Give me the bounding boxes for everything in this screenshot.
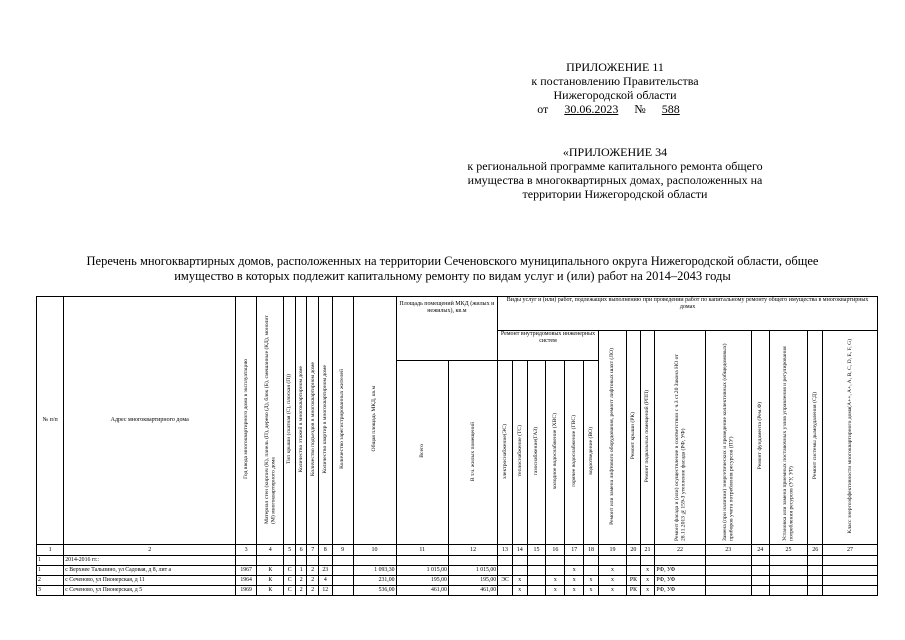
cell-address: с Сеченово, ул Пионерская, д 5	[64, 586, 236, 596]
cell-vo: x	[584, 586, 599, 596]
appendix-11-line3: Нижегородской области	[553, 88, 677, 102]
col-ts-header: теплоснабжение (ТС)	[516, 425, 523, 477]
col-hvs-header: холодное водоснабжение (ХВС)	[552, 412, 559, 490]
col-facade-header: Ремонт фасада и (или) осуществление в соответствии с ч.3 ст.20 Закона НО от 28.11.2013 №159-З утепление фасада (РФ, УФ)	[673, 354, 687, 541]
cell-address: с Сеченово, ул Пионерская, д 11	[64, 576, 236, 586]
col-basement-header: Ремонт подвальных помещений (РПП)	[644, 389, 651, 483]
cell-ts: x	[512, 576, 527, 586]
col-works-header: Виды услуг и (или) работ, подлежащих выполнению при проведении работ по капитальному ремонту общего имущества в многоквартирных домах	[498, 297, 878, 331]
cell-area-living: 461,00	[448, 586, 497, 596]
col-lift-header: Ремонт или замена лифтового оборудования, ремонт лифтовых шахт (ЛО)	[609, 347, 616, 525]
column-number-cell: 15	[527, 545, 546, 556]
column-number-cell: 23	[705, 545, 751, 556]
cell-registered	[332, 576, 353, 586]
col-meters-header: Замена (при наличии) энергетических и проведение коллективных (общедомовых) приборов учета потребления ресурсов (ПУ)	[721, 343, 735, 541]
cell-roof: С	[284, 566, 296, 576]
column-number-cell: 11	[396, 545, 448, 556]
column-number-cell: 21	[640, 545, 655, 556]
cell-hvs: x	[546, 576, 565, 586]
cell-gvs: x	[565, 576, 584, 586]
period-label: 2014-2016 гг.:	[64, 556, 236, 566]
cell-gs	[527, 576, 546, 586]
column-number-cell: 27	[823, 545, 878, 556]
cell-entrances: 2	[307, 586, 319, 596]
column-number-cell: 6	[295, 545, 307, 556]
column-number-cell: 9	[332, 545, 353, 556]
cell-meters	[705, 576, 751, 586]
cell-year: 1967	[236, 566, 257, 576]
cell-wall: К	[257, 576, 284, 586]
cell-entrances: 2	[307, 566, 319, 576]
table-row	[37, 576, 878, 586]
table-row	[37, 566, 878, 576]
cell-foundation	[751, 576, 769, 586]
table-row	[37, 586, 878, 596]
col-vo-header: водоотведение (ВО)	[587, 427, 594, 475]
appendix-11-header	[470, 60, 760, 116]
col-address-header: Адрес многоквартирного дома	[64, 297, 236, 545]
column-number-cell: 20	[627, 545, 641, 556]
period-num: 1	[37, 556, 64, 566]
cell-basement: x	[640, 566, 655, 576]
col-year-header: Год ввода многоквартирного дома в эксплуатацию	[242, 359, 249, 479]
cell-gvs: x	[565, 586, 584, 596]
col-wall-header: Материал стен (кирпич (К), панель (П), дерево (Д), блок (Б), смешанные (КД), монолит (М) многоквартирного дома	[263, 315, 277, 524]
appendix-34-header	[415, 145, 815, 201]
col-premises-area-header: Площадь помещений МКД (жилых и нежилых), кв.м	[396, 297, 498, 361]
col-entrances-header: Количество подъездов в многоквартирном доме	[309, 361, 316, 477]
column-number-cell: 5	[284, 545, 296, 556]
cell-wall: К	[257, 586, 284, 596]
cell-total-area: 231,00	[353, 576, 396, 586]
appendix-11-date-line	[470, 102, 760, 116]
cell-foundation	[751, 566, 769, 576]
cell-area-total: 195,00	[396, 576, 448, 586]
cell-gs	[527, 586, 546, 596]
cell-flats: 23	[318, 566, 332, 576]
cell-total-area: 1 093,30	[353, 566, 396, 576]
column-number-cell: 16	[546, 545, 565, 556]
column-number-cell: 19	[598, 545, 626, 556]
cell-roof-rep: РК	[627, 576, 641, 586]
column-number-cell: 10	[353, 545, 396, 556]
cell-total-area: 536,00	[353, 586, 396, 596]
cell-registered	[332, 566, 353, 576]
cell-n: 1	[37, 566, 64, 576]
cell-lift: x	[598, 586, 626, 596]
appendix-34-title: «ПРИЛОЖЕНИЕ 34	[562, 145, 668, 159]
col-smoke-header: Ремонт системы дымоудаления (СД)	[812, 392, 819, 480]
cell-facade: РФ, УФ	[655, 566, 705, 576]
column-number-cell: 14	[512, 545, 527, 556]
column-number-cell: 25	[769, 545, 808, 556]
cell-es	[498, 586, 513, 596]
cell-basement: x	[640, 586, 655, 596]
col-area-total-header: Всего	[419, 444, 426, 458]
cell-floors: 1	[295, 566, 307, 576]
cell-lift: x	[598, 576, 626, 586]
appendix-34-line4: территории Нижегородской области	[522, 187, 708, 201]
cell-nodes	[769, 566, 808, 576]
col-engineering-header: Ремонт внутридомовых инженерных систем	[498, 331, 599, 361]
houses-table	[36, 296, 878, 596]
column-number-cell: 13	[498, 545, 513, 556]
document-title	[40, 254, 865, 283]
column-number-cell: 7	[307, 545, 319, 556]
column-numbers-row	[37, 545, 878, 556]
appendix-11-title: ПРИЛОЖЕНИЕ 11	[566, 60, 664, 74]
col-area-living-header: В т.ч. жилых помещений	[469, 421, 476, 481]
column-number-cell: 18	[584, 545, 599, 556]
cell-basement: x	[640, 576, 655, 586]
title-line-1: Перечень многоквартирных домов, расположенных на территории Сеченовского муниципального округа Нижегородской области, общее	[86, 254, 819, 268]
col-num-header: № п/п	[37, 297, 64, 545]
cell-es: ЭС	[498, 576, 513, 586]
column-number-cell: 12	[448, 545, 497, 556]
period-row	[37, 556, 878, 566]
cell-nodes	[769, 576, 808, 586]
cell-facade: РФ, УФ	[655, 576, 705, 586]
column-number-cell: 22	[655, 545, 705, 556]
cell-meters	[705, 586, 751, 596]
cell-address: с Верхнее Талызино, ул Садовая, д 8, лит а	[64, 566, 236, 576]
cell-es	[498, 566, 513, 576]
appendix-11-line2: к постановлению Правительства	[531, 74, 699, 88]
cell-floors: 2	[295, 586, 307, 596]
cell-hvs: x	[546, 586, 565, 596]
cell-flats: 12	[318, 586, 332, 596]
cell-smoke	[808, 586, 823, 596]
cell-smoke	[808, 566, 823, 576]
cell-roof: С	[284, 576, 296, 586]
col-flats-header: Количество квартир в многоквартирном доме	[322, 364, 329, 474]
cell-hvs	[546, 566, 565, 576]
cell-flats: 4	[318, 576, 332, 586]
appendix-34-line3: имущества в многоквартирных домах, расположенных на	[467, 173, 763, 187]
column-number-cell: 1	[37, 545, 64, 556]
col-roof-repair-header: Ремонт крыши (РК)	[630, 412, 637, 460]
cell-floors: 2	[295, 576, 307, 586]
cell-registered	[332, 586, 353, 596]
cell-area-total: 1 015,00	[396, 566, 448, 576]
cell-energy	[823, 576, 878, 586]
col-gvs-header: горячее водоснабжение (ГВС)	[570, 415, 577, 487]
number-sign: №	[634, 102, 646, 116]
cell-n: 3	[37, 586, 64, 596]
cell-year: 1969	[236, 586, 257, 596]
cell-gvs: x	[565, 566, 584, 576]
appendix-34-line2: к региональной программе капитального ремонта общего	[467, 159, 763, 173]
cell-ts	[512, 566, 527, 576]
col-nodes-header: Установка или замена приемных поставочных узлов управления и регулирования потребления ресурсов (УУ, УР)	[782, 346, 795, 541]
cell-area-living: 1 015,00	[448, 566, 497, 576]
column-number-cell: 8	[318, 545, 332, 556]
cell-facade: РФ, УФ	[655, 586, 705, 596]
cell-roof: С	[284, 586, 296, 596]
column-number-cell: 3	[236, 545, 257, 556]
cell-energy	[823, 566, 878, 576]
col-es-header: электроснабжение(ЭС)	[501, 423, 508, 479]
decree-date: 30.06.2023	[564, 102, 619, 116]
col-gas-header: газоснабжение(ГАЗ)	[533, 426, 540, 476]
cell-nodes	[769, 586, 808, 596]
col-floors-header: Количество этажей в многоквартирном доме	[297, 365, 304, 473]
cell-roof-rep: РК	[627, 586, 641, 596]
date-prefix: от	[537, 102, 549, 116]
decree-number: 588	[661, 102, 680, 116]
cell-meters	[705, 566, 751, 576]
cell-entrances: 2	[307, 576, 319, 586]
column-number-cell: 17	[565, 545, 584, 556]
cell-ts: x	[512, 586, 527, 596]
col-roof-type-header: Тип крыши (скатная (С), плоская (П))	[286, 373, 293, 465]
cell-vo	[584, 566, 599, 576]
cell-lift: x	[598, 566, 626, 576]
cell-vo: x	[584, 576, 599, 586]
title-line-2: имущество в которых подлежит капитальному ремонту по видам услуг и (или) работ на 2014–2043 годы	[174, 268, 731, 283]
cell-roof-rep	[627, 566, 641, 576]
col-total-area-header: Общая площадь МКД, кв.м	[371, 386, 378, 452]
cell-gs	[527, 566, 546, 576]
cell-energy	[823, 586, 878, 596]
column-number-cell: 24	[751, 545, 769, 556]
cell-area-total: 461,00	[396, 586, 448, 596]
column-number-cell: 4	[257, 545, 284, 556]
col-foundation-header: Ремонт фундамента (Рем.Ф)	[757, 402, 764, 470]
cell-area-living: 195,00	[448, 576, 497, 586]
column-number-cell: 26	[808, 545, 823, 556]
column-number-cell: 2	[64, 545, 236, 556]
cell-n: 2	[37, 576, 64, 586]
col-registered-header: Количество зарегистрированных жителей	[339, 369, 346, 469]
cell-smoke	[808, 576, 823, 586]
col-energy-class-header: Класс энергоэффективности многоквартирного дома(A++, A+, A, B, C, D, E, F, G)	[846, 338, 853, 534]
cell-year: 1964	[236, 576, 257, 586]
cell-wall: К	[257, 566, 284, 576]
cell-foundation	[751, 586, 769, 596]
